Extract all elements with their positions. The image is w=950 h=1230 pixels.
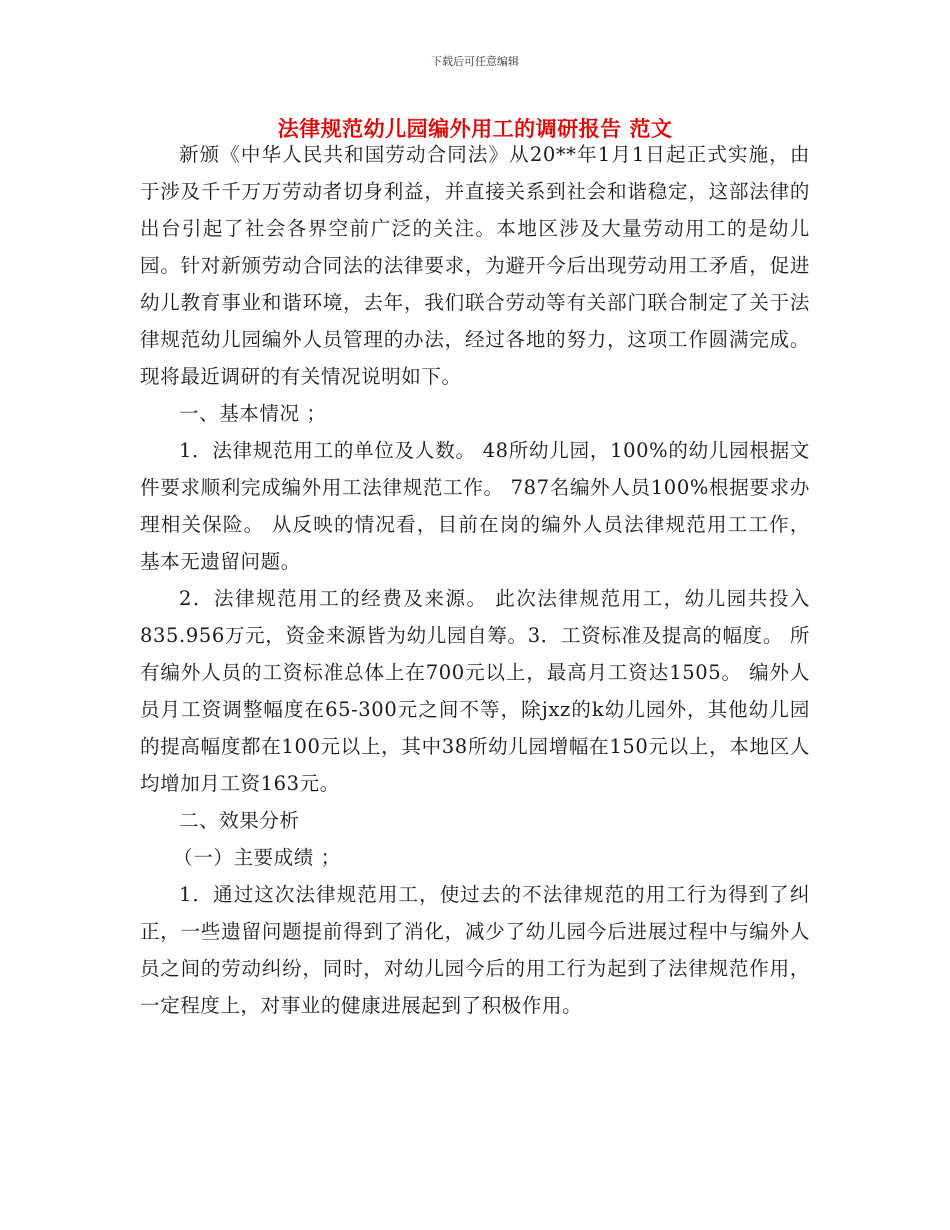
paragraph-units: 1．法律规范用工的单位及人数。 48所幼儿园，100%的幼儿园根据文件要求顺利完成编外用工法律规范工作。 787名编外人员100%根据要求办理相关保险。 从反映的情况看，目前在岗的编外人员法律规范用工工作，基本无遗留问题。: [140, 439, 810, 573]
document-body: [140, 136, 810, 1024]
document-title: 法律规范幼儿园编外用工的调研报告 范文: [277, 117, 673, 141]
header-note: 下载后可任意编辑: [431, 55, 519, 68]
subsection-heading-achievements: （一）主要成绩 ；: [173, 846, 341, 869]
section-heading-analysis: 二、效果分析: [179, 809, 300, 832]
section-heading-basic: 一、基本情况 ；: [179, 402, 327, 425]
intro-paragraph: 新颁《中华人民共和国劳动合同法》从20**年1月1日起正式实施，由于涉及千千万万劳动者切身利益，并直接关系到社会和谐稳定，这部法律的出台引起了社会各界空前广泛的关注。本地区涉及大量劳动用工的是幼儿园。针对新颁劳动合同法的法律要求，为避开今后出现劳动用工矛盾，促进幼儿教育事业和谐环境，去年，我们联合劳动等有关部门联合制定了关于法律规范幼儿园编外人员管理的办法，经过各地的努力，这项工作圆满完成。现将最近调研的有关情况说明如下。: [140, 143, 810, 388]
paragraph-achievement-1: 1．通过这次法律规范用工，使过去的不法律规范的用工行为得到了纠正，一些遗留问题提前得到了消化，减少了幼儿园今后进展过程中与编外人员之间的劳动纠纷，同时，对幼儿园今后的用工行为起到了法律规范作用，一定程度上，对事业的健康进展起到了积极作用。: [140, 883, 810, 1017]
paragraph-funding: 2．法律规范用工的经费及来源。 此次法律规范用工，幼儿园共投入835.956万元，资金来源皆为幼儿园自筹。3．工资标准及提高的幅度。 所有编外人员的工资标准总体上在700元以上，最高月工资达1505。 编外人员月工资调整幅度在65-300元之间不等，除jxz的k幼儿园外，其他幼儿园的提高幅度都在100元以上，其中38所幼儿园增幅在150元以上，本地区人均增加月工资163元。: [140, 587, 810, 795]
